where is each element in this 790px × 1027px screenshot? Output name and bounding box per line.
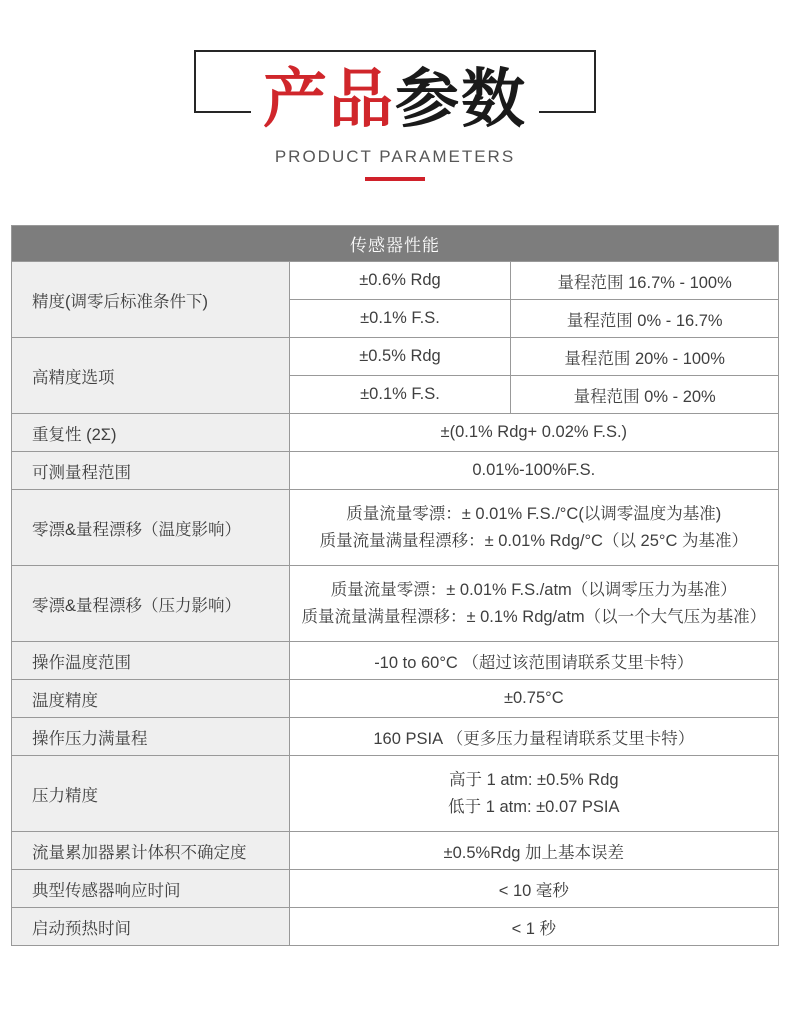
cell-value: ±0.1% F.S. [289,300,511,338]
row-label-drift-pressure: 零漂&量程漂移（压力影响） [12,566,290,642]
row-label-measurable-range: 可测量程范围 [12,452,290,490]
table-row [12,756,779,832]
table-row [12,566,779,642]
cell-line: 质量流量零漂：± 0.01% F.S./atm（以调零压力为基准） [330,580,737,599]
cell-value: 0.01%-100%F.S. [289,452,778,490]
cell-range: 量程范围 0% - 20% [511,376,779,414]
page-title-black: 参数 [395,63,527,135]
row-label-totalizer-uncertainty: 流量累加器累计体积不确定度 [12,832,290,870]
table-row [12,680,779,718]
cell-value: 160 PSIA （更多压力量程请联系艾里卡特） [289,718,778,756]
table-header: 传感器性能 [12,226,779,262]
table-row [12,338,779,376]
cell-value: -10 to 60°C （超过该范围请联系艾里卡特） [289,642,778,680]
cell-value: ±0.1% F.S. [289,376,511,414]
cell-value: < 10 毫秒 [289,870,778,908]
cell-value: ±(0.1% Rdg+ 0.02% F.S.) [289,414,778,452]
page-title-block [194,50,596,135]
row-label-temperature-accuracy: 温度精度 [12,680,290,718]
cell-value: ±0.6% Rdg [289,262,511,300]
cell-range: 量程范围 20% - 100% [511,338,779,376]
row-label-drift-temperature: 零漂&量程漂移（温度影响） [12,490,290,566]
cell-value: ±0.5%Rdg 加上基本误差 [289,832,778,870]
table-row [12,414,779,452]
table-row [12,490,779,566]
row-label-warmup-time: 启动预热时间 [12,908,290,946]
page-subtitle: PRODUCT PARAMETERS [274,147,516,166]
table-header-row [12,226,779,262]
row-label-operating-pressure: 操作压力满量程 [12,718,290,756]
sensor-spec-table [11,225,779,946]
cell-line: 质量流量零漂：± 0.01% F.S./°C(以调零温度为基准) [346,504,722,523]
table-row [12,262,779,300]
red-underline-divider [365,177,425,181]
row-label-operating-temperature: 操作温度范围 [12,642,290,680]
table-row [12,832,779,870]
cell-range: 量程范围 0% - 16.7% [511,300,779,338]
cell-value-multiline [289,566,778,642]
row-label-accuracy: 精度(调零后标准条件下) [12,262,290,338]
cell-line: 质量流量满量程漂移：± 0.01% Rdg/°C（以 25°C 为基准） [319,531,749,550]
cell-value-multiline [289,756,778,832]
row-label-pressure-accuracy: 压力精度 [12,756,290,832]
table-row [12,452,779,490]
table-row [12,908,779,946]
row-label-response-time: 典型传感器响应时间 [12,870,290,908]
table-row [12,642,779,680]
cell-line: 质量流量满量程漂移：± 0.1% Rdg/atm（以一个大气压为基准） [301,607,767,626]
cell-value: ±0.75°C [289,680,778,718]
cell-value-multiline [289,490,778,566]
cell-range: 量程范围 16.7% - 100% [511,262,779,300]
row-label-high-accuracy: 高精度选项 [12,338,290,414]
table-row [12,870,779,908]
row-label-repeatability: 重复性 (2Σ) [12,414,290,452]
cell-value: < 1 秒 [289,908,778,946]
table-row [12,718,779,756]
page-title-red: 产品 [263,63,395,135]
page-title [251,63,539,135]
cell-value: ±0.5% Rdg [289,338,511,376]
cell-line: 高于 1 atm: ±0.5% Rdg [449,770,619,789]
cell-line: 低于 1 atm: ±0.07 PSIA [448,797,620,816]
